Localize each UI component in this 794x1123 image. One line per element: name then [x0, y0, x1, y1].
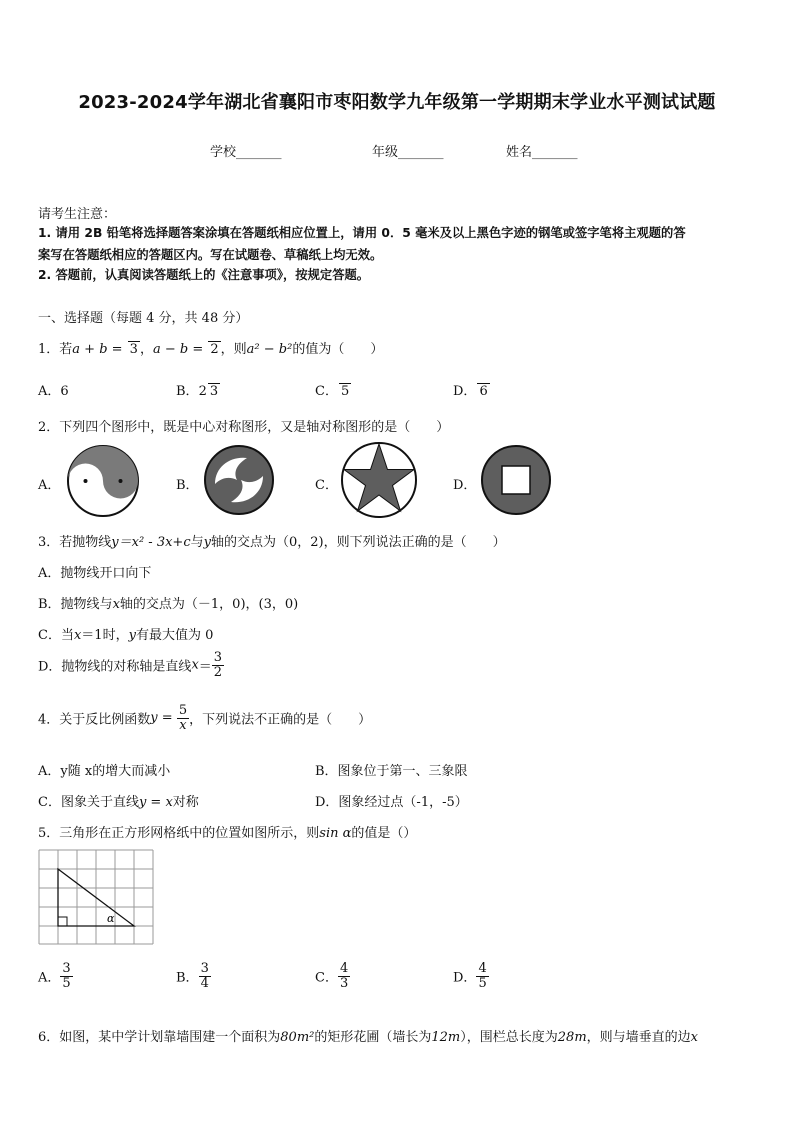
q4-y: y — [150, 710, 158, 726]
q1-expr1: a + b = — [72, 342, 127, 357]
q3c-text-b: ＝1时， — [81, 628, 129, 643]
q3-expr: y＝x² - 3x+c — [111, 535, 191, 550]
option-label: C． — [315, 384, 338, 399]
option-label: D． — [453, 970, 477, 986]
q6-fence: 28m — [557, 1030, 587, 1045]
q2-option-d-label[interactable]: D． — [453, 478, 477, 493]
square-hole-coin-figure — [480, 444, 552, 516]
q4c-text-a: C．图象关于直线 — [38, 795, 139, 810]
q6-area: 80m² — [280, 1030, 315, 1045]
q4-option-d[interactable]: D．图象经过点（-1，-5） — [315, 795, 468, 810]
fraction-denominator: 3 — [339, 975, 349, 991]
fraction-numerator: 3 — [213, 650, 223, 665]
option-value: 6 — [60, 384, 69, 399]
q1-option-c[interactable] — [315, 380, 351, 399]
star-in-circle-figure — [340, 441, 418, 519]
question-4 — [38, 704, 371, 732]
question-2: 2．下列四个图形中，既是中心对称图形，又是轴对称图形的是（ ） — [38, 420, 450, 435]
q3d-fraction — [212, 651, 224, 679]
q5-expr: sin α — [319, 826, 352, 841]
question-6 — [38, 1026, 698, 1045]
q3b-text-b: 轴的交点为（－1，0)，(3，0) — [119, 597, 299, 612]
q3d-eq: ＝ — [198, 659, 212, 675]
q5-option-a[interactable] — [38, 962, 73, 990]
q4-fraction — [177, 704, 189, 732]
option-root: 5 — [340, 384, 350, 399]
q2-option-b-label[interactable]: B． — [176, 478, 199, 493]
notice-line-2: 2. 答题前，认真阅读答题纸上的《注意事项》，按规定答题。 — [38, 268, 370, 282]
q1-suffix: 的值为（ ） — [292, 342, 384, 357]
q5-text-a: 5．三角形在正方形网格纸中的位置如图所示，则 — [38, 826, 320, 841]
q3-text-c: 轴的交点为（0，2)，则下列说法正确的是（ ） — [210, 535, 506, 550]
q3c-y: y — [128, 628, 136, 643]
q5-text-b: 的值是（） — [351, 826, 417, 841]
q4-eq: = — [157, 710, 177, 726]
school-field[interactable]: 学校_______ — [210, 145, 282, 160]
q2-option-c-label[interactable]: C． — [315, 478, 338, 493]
alpha-label: α — [107, 912, 115, 925]
option-label: A． — [38, 970, 61, 986]
fraction-denominator: x — [179, 717, 187, 733]
q3d-text-a: D．抛物线的对称轴是直线 — [38, 659, 192, 675]
q4-option-b[interactable]: B．图象位于第一、三象限 — [315, 764, 468, 779]
q6-x: x — [690, 1030, 699, 1045]
q3b-text-a: B．抛物线与 — [38, 597, 113, 612]
q1-prefix: 1．若 — [38, 342, 73, 357]
yin-yang-figure — [66, 444, 140, 518]
fraction-numerator: 3 — [62, 961, 71, 976]
q1-expr2: a − b = — [152, 342, 208, 357]
notice-heading: 请考生注意： — [38, 207, 117, 222]
q5-option-b[interactable] — [176, 962, 211, 990]
right-angle-mark — [58, 917, 67, 926]
q4-option-a[interactable]: A．y随 x的增大而减小 — [38, 764, 171, 779]
option-coef: 2 — [198, 384, 207, 399]
swirl-disc-figure — [203, 444, 275, 516]
q3c-text-c: 有最大值为 0 — [135, 628, 214, 643]
q3-option-c[interactable] — [38, 624, 213, 643]
q4-text-a: 4．关于反比例函数 — [38, 712, 151, 728]
q1-root1: 3 — [129, 342, 138, 357]
option-root: 3 — [209, 384, 219, 399]
option-fraction — [199, 962, 211, 990]
grid-triangle-figure — [38, 849, 156, 945]
option-label: D． — [453, 384, 477, 399]
q3-option-b[interactable] — [38, 593, 298, 612]
fraction-numerator: 4 — [339, 961, 349, 976]
q3-y: y — [203, 535, 211, 550]
q3-option-a[interactable]: A．抛物线开口向下 — [38, 566, 152, 581]
q1-option-b[interactable] — [176, 380, 220, 399]
fraction-numerator: 4 — [478, 961, 487, 976]
option-label: B． — [176, 970, 199, 986]
fraction-denominator: 2 — [213, 664, 223, 680]
q5-option-c[interactable] — [315, 962, 350, 990]
q4c-expr: y = x — [138, 795, 173, 810]
q3c-text-a: C．当 — [38, 628, 74, 643]
fraction-numerator: 3 — [200, 961, 209, 976]
q6-text-a: 6．如图，某中学计划靠墙围建一个面积为 — [38, 1030, 281, 1045]
q5-option-d[interactable] — [453, 962, 489, 990]
fraction-denominator: 5 — [478, 975, 487, 991]
fraction-denominator: 5 — [62, 975, 71, 991]
q6-text-c: ），围栏总长度为 — [460, 1030, 558, 1045]
section-heading: 一、选择题（每题 4 分，共 48 分） — [38, 311, 249, 326]
q6-wall: 12m — [431, 1030, 461, 1045]
q1-mid: ，则 — [220, 342, 247, 357]
q3d-x: x — [191, 657, 199, 673]
fraction-denominator: 4 — [200, 975, 209, 991]
grade-field[interactable]: 年级_______ — [372, 145, 444, 160]
q3-text-a: 3．若抛物线 — [38, 535, 112, 550]
notice-line-1: 1. 请用 2B 铅笔将选择题答案涂填在答题纸相应位置上，请用 0．5 毫米及以上黑色字迹的钢笔或签字笔将主观题的答 — [38, 226, 686, 240]
q4-option-c[interactable] — [38, 791, 199, 810]
q3b-x: x — [112, 597, 120, 612]
q4-text-b: ，下列说法不正确的是（ ） — [189, 712, 372, 728]
q1-expr3: a² − b² — [246, 342, 293, 357]
question-1 — [38, 338, 383, 357]
option-label: A． — [38, 384, 61, 399]
option-fraction — [476, 962, 488, 990]
q2-option-a-label[interactable]: A． — [38, 478, 61, 493]
q1-root2: 2 — [210, 342, 219, 357]
q1-option-d[interactable] — [453, 380, 490, 399]
option-fraction — [338, 962, 350, 990]
fraction-numerator: 5 — [178, 703, 188, 718]
notice-line-1b: 案写在答题纸相应的答题区内。写在试题卷、草稿纸上均无效。 — [38, 248, 383, 262]
option-root: 6 — [479, 384, 488, 399]
option-fraction — [60, 962, 72, 990]
name-field[interactable]: 姓名_______ — [506, 145, 578, 160]
q1-sep: ， — [139, 342, 153, 357]
q3-option-d[interactable] — [38, 651, 224, 679]
question-5 — [38, 822, 416, 841]
question-3 — [38, 531, 506, 550]
q6-text-b: 的矩形花圃（墙长为 — [314, 1030, 432, 1045]
q1-option-a[interactable] — [38, 380, 69, 399]
q6-text-d: ，则与墙垂直的边 — [586, 1030, 691, 1045]
q3-text-b: 与 — [190, 535, 204, 550]
q4c-text-b: 对称 — [172, 795, 199, 810]
page-title: 2023-2024学年湖北省襄阳市枣阳数学九年级第一学期期末学业水平测试试题 — [78, 92, 716, 113]
option-label: B． — [176, 384, 199, 399]
option-label: C． — [315, 970, 338, 986]
q3c-x: x — [73, 628, 82, 643]
